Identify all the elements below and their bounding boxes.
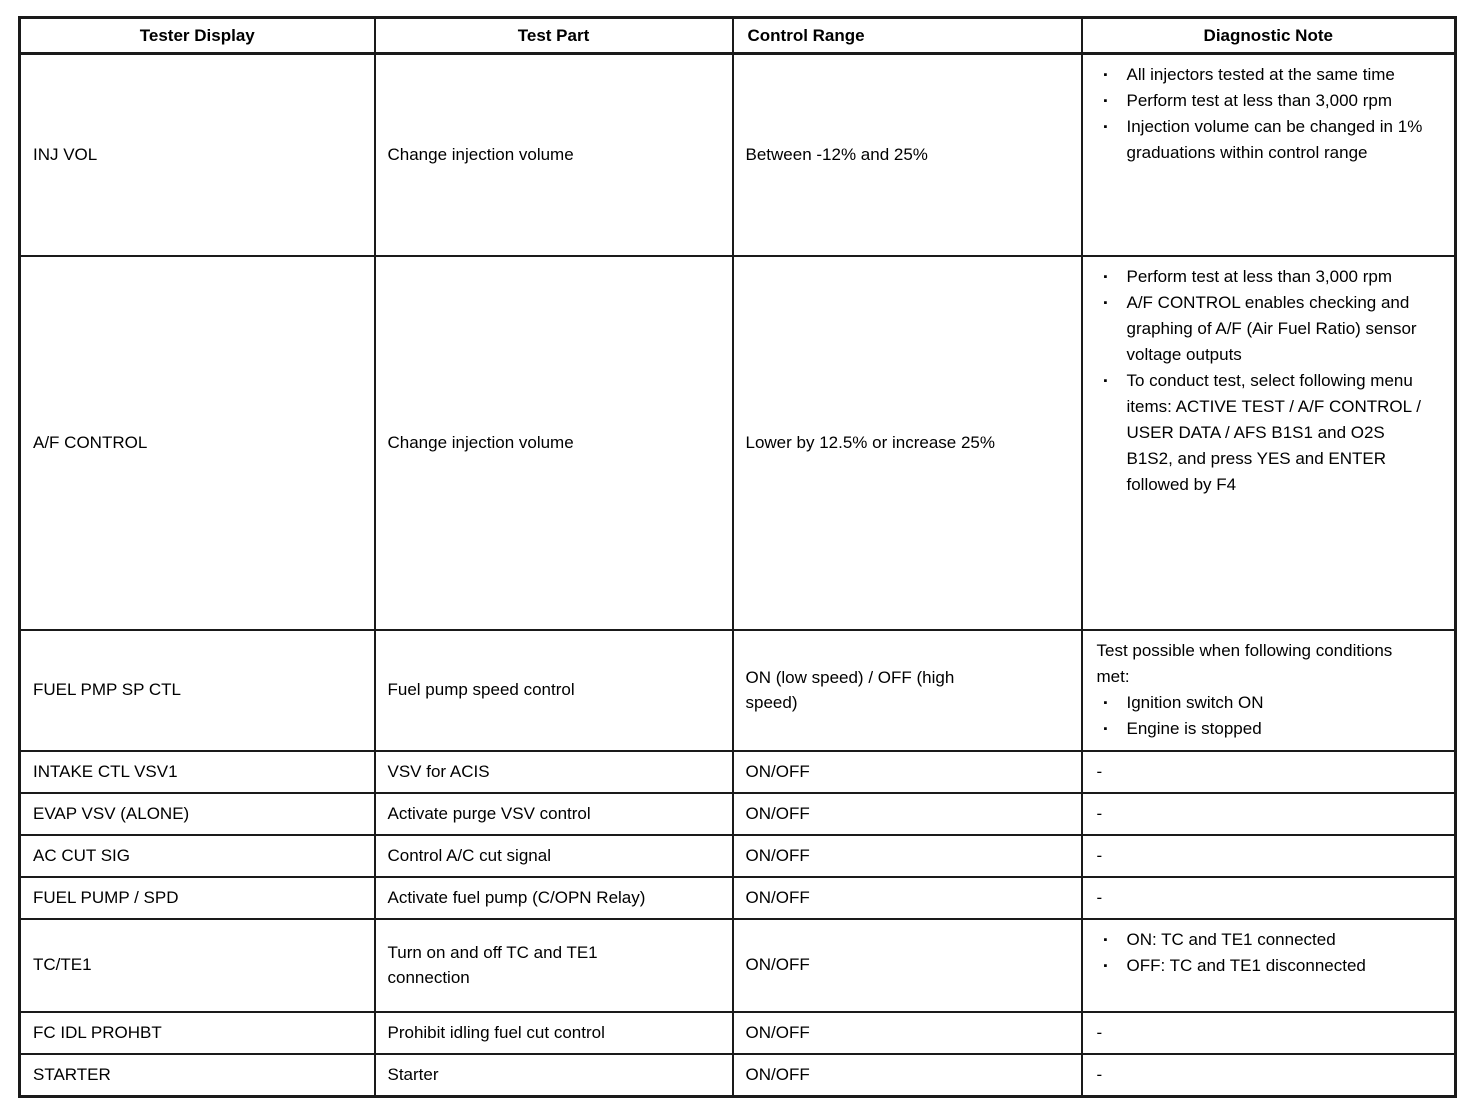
cell-control-range (733, 630, 1082, 751)
cell-diagnostic-note: - (1082, 1012, 1456, 1054)
note-bullet (1097, 953, 1425, 979)
cell-control-range: ON/OFF (733, 835, 1082, 877)
bullet-icon: ▪ (1103, 959, 1108, 972)
note-bullet (1097, 290, 1425, 368)
note-bullet-text: All injectors tested at the same time (1126, 65, 1395, 84)
note-bullet-text: Perform test at less than 3,000 rpm (1126, 91, 1393, 110)
cell-test-part: Prohibit idling fuel cut control (375, 1012, 733, 1054)
bullet-icon: ▪ (1103, 69, 1108, 81)
note-bullet (1097, 114, 1425, 166)
header-test-part: Test Part (375, 18, 733, 54)
note-bullet (1097, 264, 1425, 290)
table-row (20, 919, 1456, 1012)
header-tester-display: Tester Display (20, 18, 375, 54)
control-range-text: ON (low speed) / OFF (high speed) (745, 667, 955, 712)
cell-diagnostic-note: - (1082, 835, 1456, 877)
note-bullet-text: OFF: TC and TE1 disconnected (1126, 955, 1366, 975)
note-bullet (1097, 88, 1425, 114)
cell-diagnostic-note (1082, 54, 1456, 256)
note-bullet-list (1097, 62, 1425, 166)
note-bullet (1097, 368, 1425, 498)
cell-tester-display: FUEL PUMP / SPD (20, 877, 375, 919)
cell-tester-display: EVAP VSV (ALONE) (20, 793, 375, 835)
bullet-icon: ▪ (1103, 374, 1108, 387)
table-row (20, 751, 1456, 793)
note-bullet (1097, 716, 1425, 742)
cell-test-part: Control A/C cut signal (375, 835, 733, 877)
note-bullet-text: Engine is stopped (1126, 718, 1262, 738)
cell-tester-display: STARTER (20, 1054, 375, 1097)
table-row (20, 54, 1456, 256)
cell-diagnostic-note (1082, 256, 1456, 630)
cell-diagnostic-note (1082, 919, 1456, 1012)
cell-tester-display: A/F CONTROL (20, 256, 375, 630)
cell-diagnostic-note: - (1082, 877, 1456, 919)
cell-control-range: ON/OFF (733, 877, 1082, 919)
header-control-range: Control Range (733, 18, 1082, 54)
bullet-icon: ▪ (1103, 722, 1108, 735)
note-bullet (1097, 690, 1425, 716)
table-row (20, 1012, 1456, 1054)
cell-control-range: Lower by 12.5% or increase 25% (733, 256, 1082, 630)
cell-tester-display: TC/TE1 (20, 919, 375, 1012)
note-bullet-list (1097, 927, 1425, 979)
cell-control-range: ON/OFF (733, 793, 1082, 835)
bullet-icon: ▪ (1103, 296, 1108, 309)
cell-diagnostic-note: - (1082, 793, 1456, 835)
cell-control-range: ON/OFF (733, 1012, 1082, 1054)
cell-tester-display: FC IDL PROHBT (20, 1012, 375, 1054)
table-row (20, 793, 1456, 835)
bullet-icon: ▪ (1103, 270, 1108, 283)
note-bullet-list (1097, 690, 1425, 742)
note-bullet-text: Ignition switch ON (1126, 692, 1264, 712)
table-row (20, 630, 1456, 751)
note-bullet-text: ON: TC and TE1 connected (1126, 929, 1336, 949)
diagnostic-table (18, 16, 1457, 1098)
cell-control-range: Between -12% and 25% (733, 54, 1082, 256)
test-part-text: Turn on and off TC and TE1 connection (387, 942, 598, 987)
cell-test-part: Starter (375, 1054, 733, 1097)
cell-tester-display: INTAKE CTL VSV1 (20, 751, 375, 793)
note-bullet-text: Injection volume can be changed in 1% graduations within control range (1126, 117, 1423, 162)
cell-control-range: ON/OFF (733, 919, 1082, 1012)
header-diagnostic-note: Diagnostic Note (1082, 18, 1456, 54)
cell-control-range: ON/OFF (733, 1054, 1082, 1097)
table-row (20, 256, 1456, 630)
cell-tester-display: FUEL PMP SP CTL (20, 630, 375, 751)
table-row (20, 835, 1456, 877)
bullet-icon: ▪ (1103, 696, 1108, 709)
note-bullet (1097, 927, 1425, 953)
bullet-icon: ▪ (1103, 933, 1108, 946)
note-bullet-text: To conduct test, select following menu items: ACTIVE TEST / A/F CONTROL / USER DATA / AFS B1S1 and O2S B1S2, and press YES and ENTER followed by F4 (1126, 370, 1421, 494)
cell-tester-display: AC CUT SIG (20, 835, 375, 877)
cell-test-part: Activate purge VSV control (375, 793, 733, 835)
cell-test-part: Change injection volume (375, 256, 733, 630)
cell-test-part: VSV for ACIS (375, 751, 733, 793)
cell-test-part: Fuel pump speed control (375, 630, 733, 751)
cell-test-part: Change injection volume (375, 54, 733, 256)
cell-tester-display: INJ VOL (20, 54, 375, 256)
table-row (20, 877, 1456, 919)
cell-control-range: ON/OFF (733, 751, 1082, 793)
cell-diagnostic-note (1082, 630, 1456, 751)
cell-diagnostic-note: - (1082, 1054, 1456, 1097)
note-intro-text: Test possible when following conditions met: (1096, 640, 1393, 686)
note-bullet-text: Perform test at less than 3,000 rpm (1126, 266, 1393, 286)
cell-test-part (375, 919, 733, 1012)
cell-test-part: Activate fuel pump (C/OPN Relay) (375, 877, 733, 919)
note-bullet (1097, 62, 1425, 88)
bullet-icon: ▪ (1103, 121, 1108, 133)
table-header-row (20, 18, 1456, 54)
bullet-icon: ▪ (1103, 95, 1108, 107)
note-bullet-text: A/F CONTROL enables checking and graphing of A/F (Air Fuel Ratio) sensor voltage outputs (1126, 292, 1417, 364)
table-row (20, 1054, 1456, 1097)
note-bullet-list (1097, 264, 1425, 498)
cell-diagnostic-note: - (1082, 751, 1456, 793)
